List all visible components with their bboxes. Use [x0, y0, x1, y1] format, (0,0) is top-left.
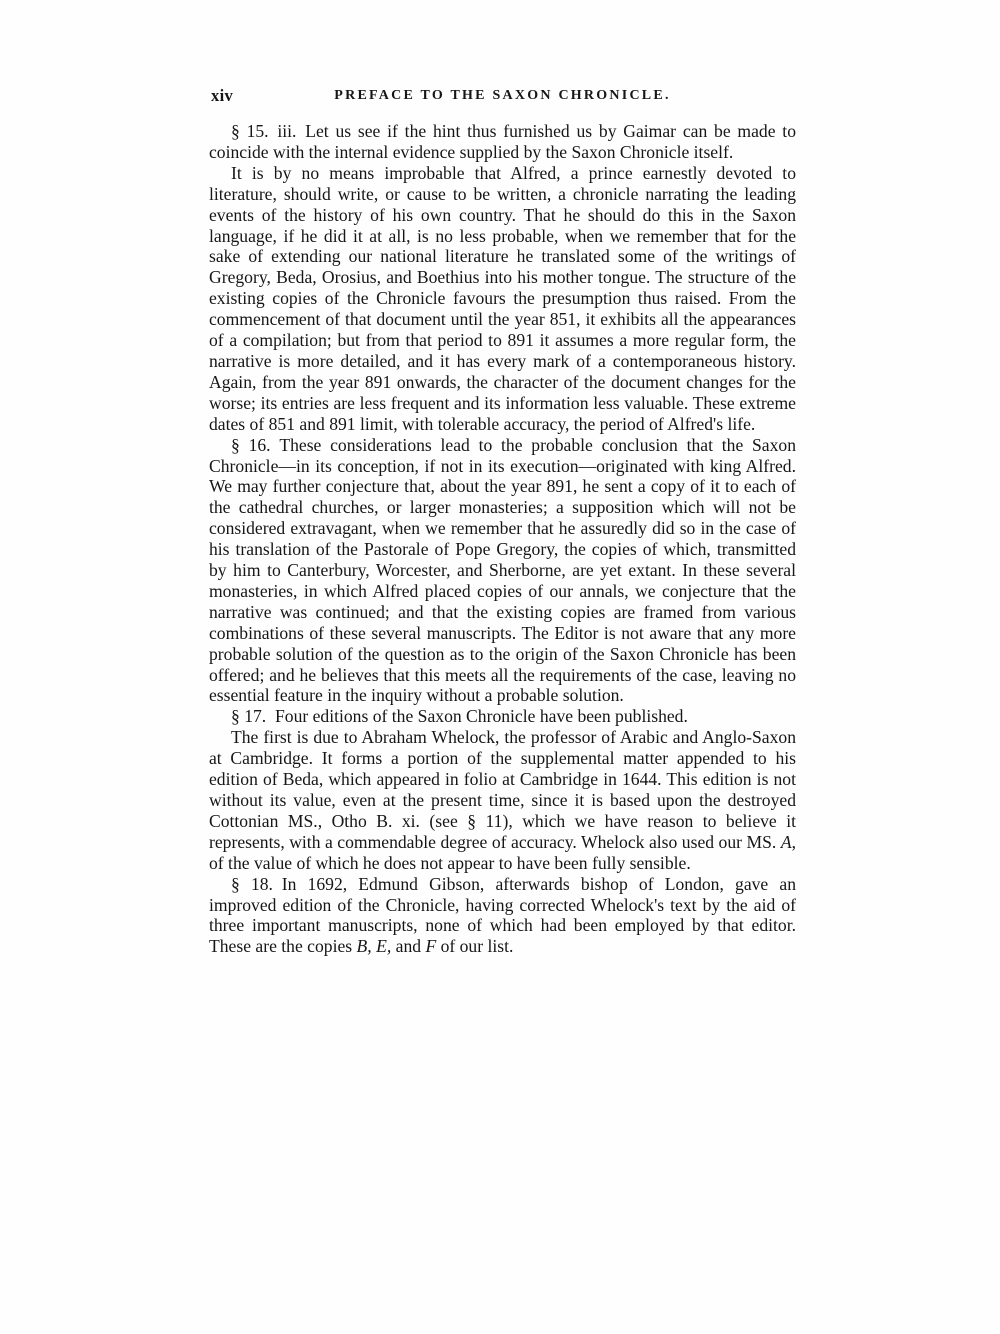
- text-segment: § 18. In 1692, Edmund Gibson, afterwards bishop of London, gave an improved edition of the Chronicle, having corrected Whelock's text by the aid of three important manuscripts, none of which had been employed by that editor. These are the copies: [209, 873, 796, 957]
- paragraph: [209, 121, 796, 163]
- italic-text: A: [780, 831, 792, 852]
- text-segment: of our list.: [436, 936, 514, 957]
- text-segment: § 17. Four editions of the Saxon Chronicle have been published.: [231, 706, 688, 727]
- running-title: PREFACE TO THE SAXON CHRONICLE.: [334, 88, 671, 103]
- text-segment: , of the value of which he does not appear to have been fully sensible.: [209, 831, 796, 873]
- italic-text: B, E,: [356, 936, 392, 957]
- italic-text: F: [425, 936, 437, 957]
- text-segment: and: [391, 936, 426, 957]
- paragraph: [209, 727, 796, 873]
- text-segment: § 15. iii. Let us see if the hint thus furnished us by Gaimar can be made to coincide with the internal evidence supplied by the Saxon Chronicle itself.: [209, 121, 796, 162]
- paragraph: [209, 874, 796, 958]
- text-segment: The first is due to Abraham Whelock, the professor of Arabic and Anglo-Saxon at Cambridge. It forms a portion of the supplemental matter appended to his edition of Beda, which appeared in folio at Cambridge in 1644. This edition is not without its value, even at the present time, since it is based upon the destroyed Cottonian MS., Otho B. xi. (see § 11), which we have reason to believe it represents, with a commendable degree of accuracy. Whelock also used our MS.: [209, 727, 796, 852]
- page-body: [209, 121, 796, 957]
- text-segment: § 16. These considerations lead to the probable conclusion that the Saxon Chronicle—in its conception, if not in its execution—originated with king Alfred. We may further conjecture that, about the year 891, he sent a copy of it to each of the cathedral churches, or larger monasteries; a supposition which will not be considered extravagant, when we remember that he assuredly did so in the case of his translation of the Pastorale of Pope Gregory, the copies of which, transmitted by him to Canterbury, Worcester, and Sherborne, are yet extant. In these several monasteries, in which Alfred placed copies of our annals, we conjecture that the narrative was continued; and that the existing copies are framed from various combinations of these several manuscripts. The Editor is not aware that any more probable solution of the question as to the origin of the Saxon Chronicle has been offered; and he believes that this meets all the requirements of the case, leaving no essential feature in the inquiry without a probable solution.: [209, 434, 796, 706]
- paragraph: [209, 435, 796, 707]
- paragraph: [209, 163, 796, 435]
- page-header: [209, 86, 796, 108]
- text-segment: It is by no means improbable that Alfred, a prince earnestly devoted to literature, should write, or cause to be written, a chronicle narrating the leading events of the history of his own country. That he should do this in the Saxon language, if he did it at all, is no less probable, when we remember that for the sake of extending our national literature he translated some of the writings of Gregory, Beda, Orosius, and Boethius into his mother tongue. The structure of the existing copies of the Chronicle favours the presumption thus raised. From the commencement of that document until the year 851, it exhibits all the appearances of a compilation; but from that period to 891 it assumes a more regular form, the narrative is more detailed, and it has every mark of a contemporaneous history. Again, from the year 891 onwards, the character of the document changes for the worse; its entries are less frequent and its information less valuable. These extreme dates of 851 and 891 limit, with tolerable accuracy, the period of Alfred's life.: [209, 162, 796, 434]
- page-number: xiv: [211, 86, 234, 105]
- paragraph: [209, 706, 796, 727]
